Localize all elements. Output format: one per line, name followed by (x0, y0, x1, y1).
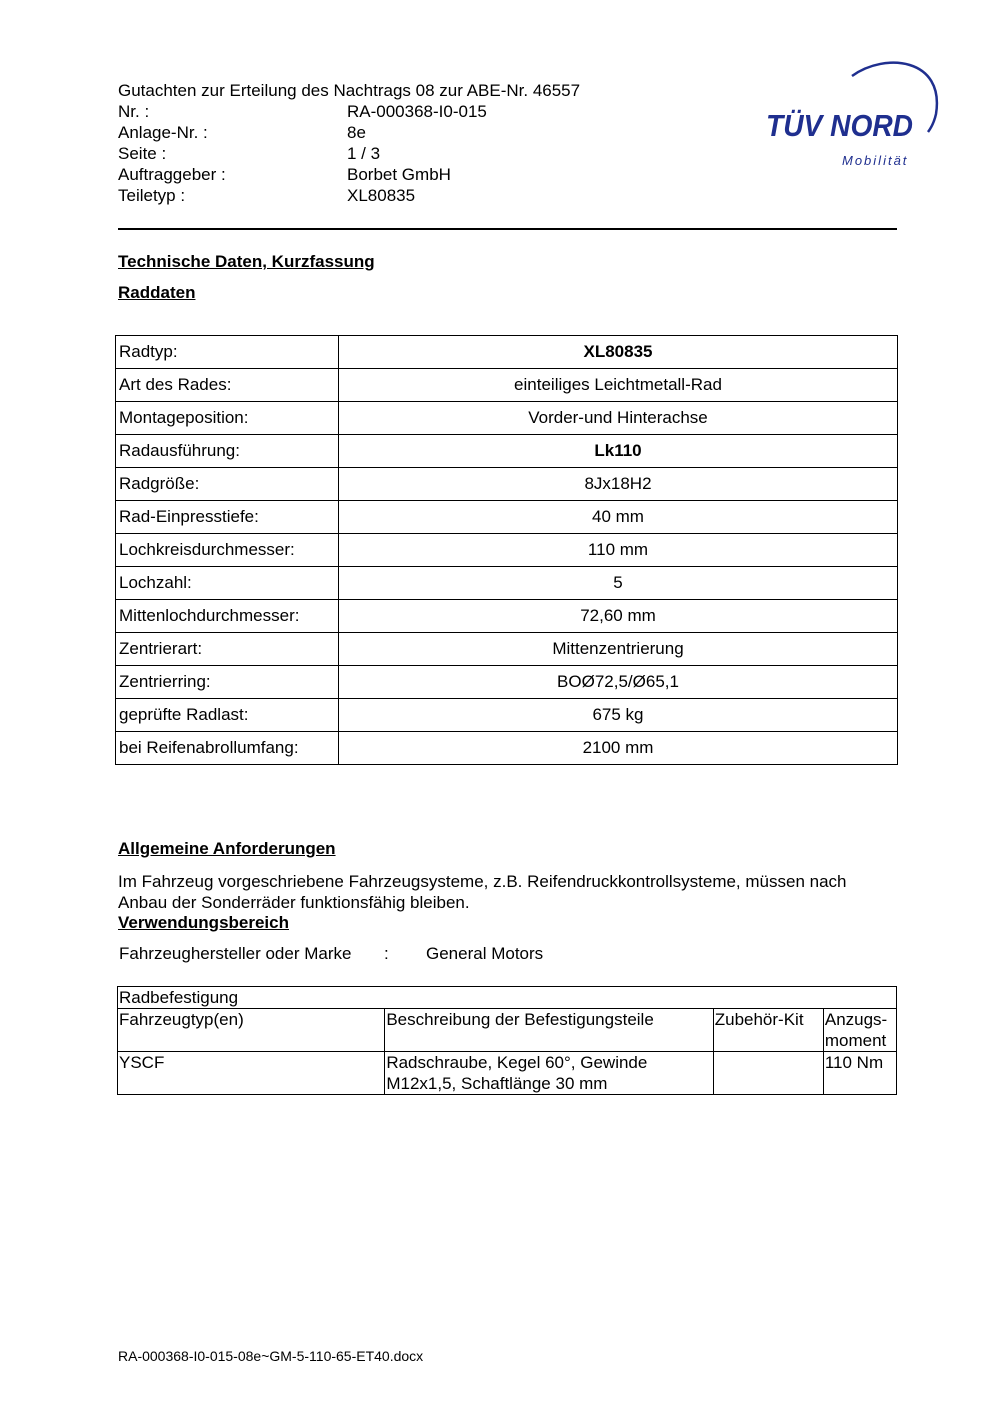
table-cell: 110 Nm (823, 1052, 896, 1095)
table-row (118, 1052, 897, 1095)
table-title-row (118, 987, 897, 1009)
header-row-nr (118, 101, 678, 122)
table-row (116, 633, 898, 666)
row-label: Zentrierring: (116, 666, 339, 699)
table-cell: YSCF (118, 1052, 385, 1095)
row-value: 8Jx18H2 (339, 468, 898, 501)
table-cell: Radschraube, Kegel 60°, Gewinde M12x1,5, Schaftlänge 30 mm (385, 1052, 713, 1095)
column-header: Anzugs-moment (823, 1009, 896, 1052)
logo-brand: TÜV NORD (766, 108, 913, 143)
row-label: Radtyp: (116, 336, 339, 369)
row-value: 675 kg (339, 699, 898, 732)
row-value: XL80835 (339, 336, 898, 369)
row-value: 5 (339, 567, 898, 600)
radbefestigung-table (117, 986, 897, 1095)
manufacturer-value: General Motors (426, 944, 544, 963)
row-value: 40 mm (339, 501, 898, 534)
row-value: Lk110 (339, 435, 898, 468)
row-label: geprüfte Radlast: (116, 699, 339, 732)
row-value: Vorder-und Hinterachse (339, 402, 898, 435)
header-value: 1 / 3 (347, 144, 381, 163)
row-value: Mittenzentrierung (339, 633, 898, 666)
row-label: Mittenlochdurchmesser: (116, 600, 339, 633)
table-row (116, 402, 898, 435)
column-header: Fahrzeugtyp(en) (118, 1009, 385, 1052)
table-row (116, 336, 898, 369)
header-value: XL80835 (347, 186, 416, 205)
column-header: Beschreibung der Befestigungsteile (385, 1009, 713, 1052)
section-heading-technische-daten: Technische Daten, Kurzfassung (118, 252, 375, 271)
logo-subtitle: Mobilität (842, 153, 909, 168)
header-key: Nr. : (118, 102, 150, 121)
header-key: Teiletyp : (118, 186, 186, 205)
header-divider (118, 228, 897, 230)
table-row (116, 732, 898, 765)
header-row-seite (118, 143, 678, 164)
manufacturer-label: Fahrzeughersteller oder Marke (119, 944, 352, 963)
row-value: einteiliges Leichtmetall-Rad (339, 369, 898, 402)
row-label: Radausführung: (116, 435, 339, 468)
header-value: 8e (347, 123, 366, 142)
table-row (116, 435, 898, 468)
table-header-row (118, 1009, 897, 1052)
table-row (116, 600, 898, 633)
table-cell (713, 1052, 823, 1095)
tuev-nord-logo (760, 58, 940, 170)
table-row (116, 468, 898, 501)
header-title: Gutachten zur Erteilung des Nachtrags 08 zur ABE-Nr. 46557 (118, 81, 581, 100)
column-header: Zubehör-Kit (713, 1009, 823, 1052)
section-heading-verwendungsbereich: Verwendungsbereich (118, 913, 289, 932)
table-row (116, 501, 898, 534)
row-value: 72,60 mm (339, 600, 898, 633)
header-value: Borbet GmbH (347, 165, 451, 184)
row-label: bei Reifenabrollumfang: (116, 732, 339, 765)
row-label: Rad-Einpresstiefe: (116, 501, 339, 534)
header-value: RA-000368-I0-015 (347, 102, 487, 121)
row-label: Art des Rades: (116, 369, 339, 402)
footer-filename: RA-000368-I0-015-08e~GM-5-110-65-ET40.docx (118, 1348, 424, 1364)
table-row (116, 567, 898, 600)
table-title: Radbefestigung (118, 987, 897, 1009)
row-value: 2100 mm (339, 732, 898, 765)
manufacturer-row (119, 944, 543, 964)
section-heading-raddaten: Raddaten (118, 283, 196, 302)
row-label: Radgröße: (116, 468, 339, 501)
header-key: Anlage-Nr. : (118, 123, 208, 142)
header-row-auftraggeber (118, 164, 678, 185)
header-row-teiletyp (118, 185, 678, 206)
row-label: Lochkreisdurchmesser: (116, 534, 339, 567)
table-row (116, 369, 898, 402)
table-row (116, 699, 898, 732)
table-row (116, 534, 898, 567)
raddaten-table (115, 335, 898, 765)
header-key: Auftraggeber : (118, 165, 226, 184)
document-header (118, 80, 678, 206)
section-heading-allgemeine-anforderungen: Allgemeine Anforderungen (118, 839, 336, 858)
allgemeine-anforderungen-text: Im Fahrzeug vorgeschriebene Fahrzeugsysteme, z.B. Reifendruckkontrollsysteme, müssen nach Anbau der Sonderräder funktionsfähig bleiben. (118, 872, 847, 912)
table-row (116, 666, 898, 699)
row-label: Zentrierart: (116, 633, 339, 666)
row-label: Lochzahl: (116, 567, 339, 600)
row-label: Montageposition: (116, 402, 339, 435)
header-key: Seite : (118, 144, 167, 163)
row-value: BOØ72,5/Ø65,1 (339, 666, 898, 699)
manufacturer-colon: : (384, 944, 389, 963)
row-value: 110 mm (339, 534, 898, 567)
header-row-anlage (118, 122, 678, 143)
